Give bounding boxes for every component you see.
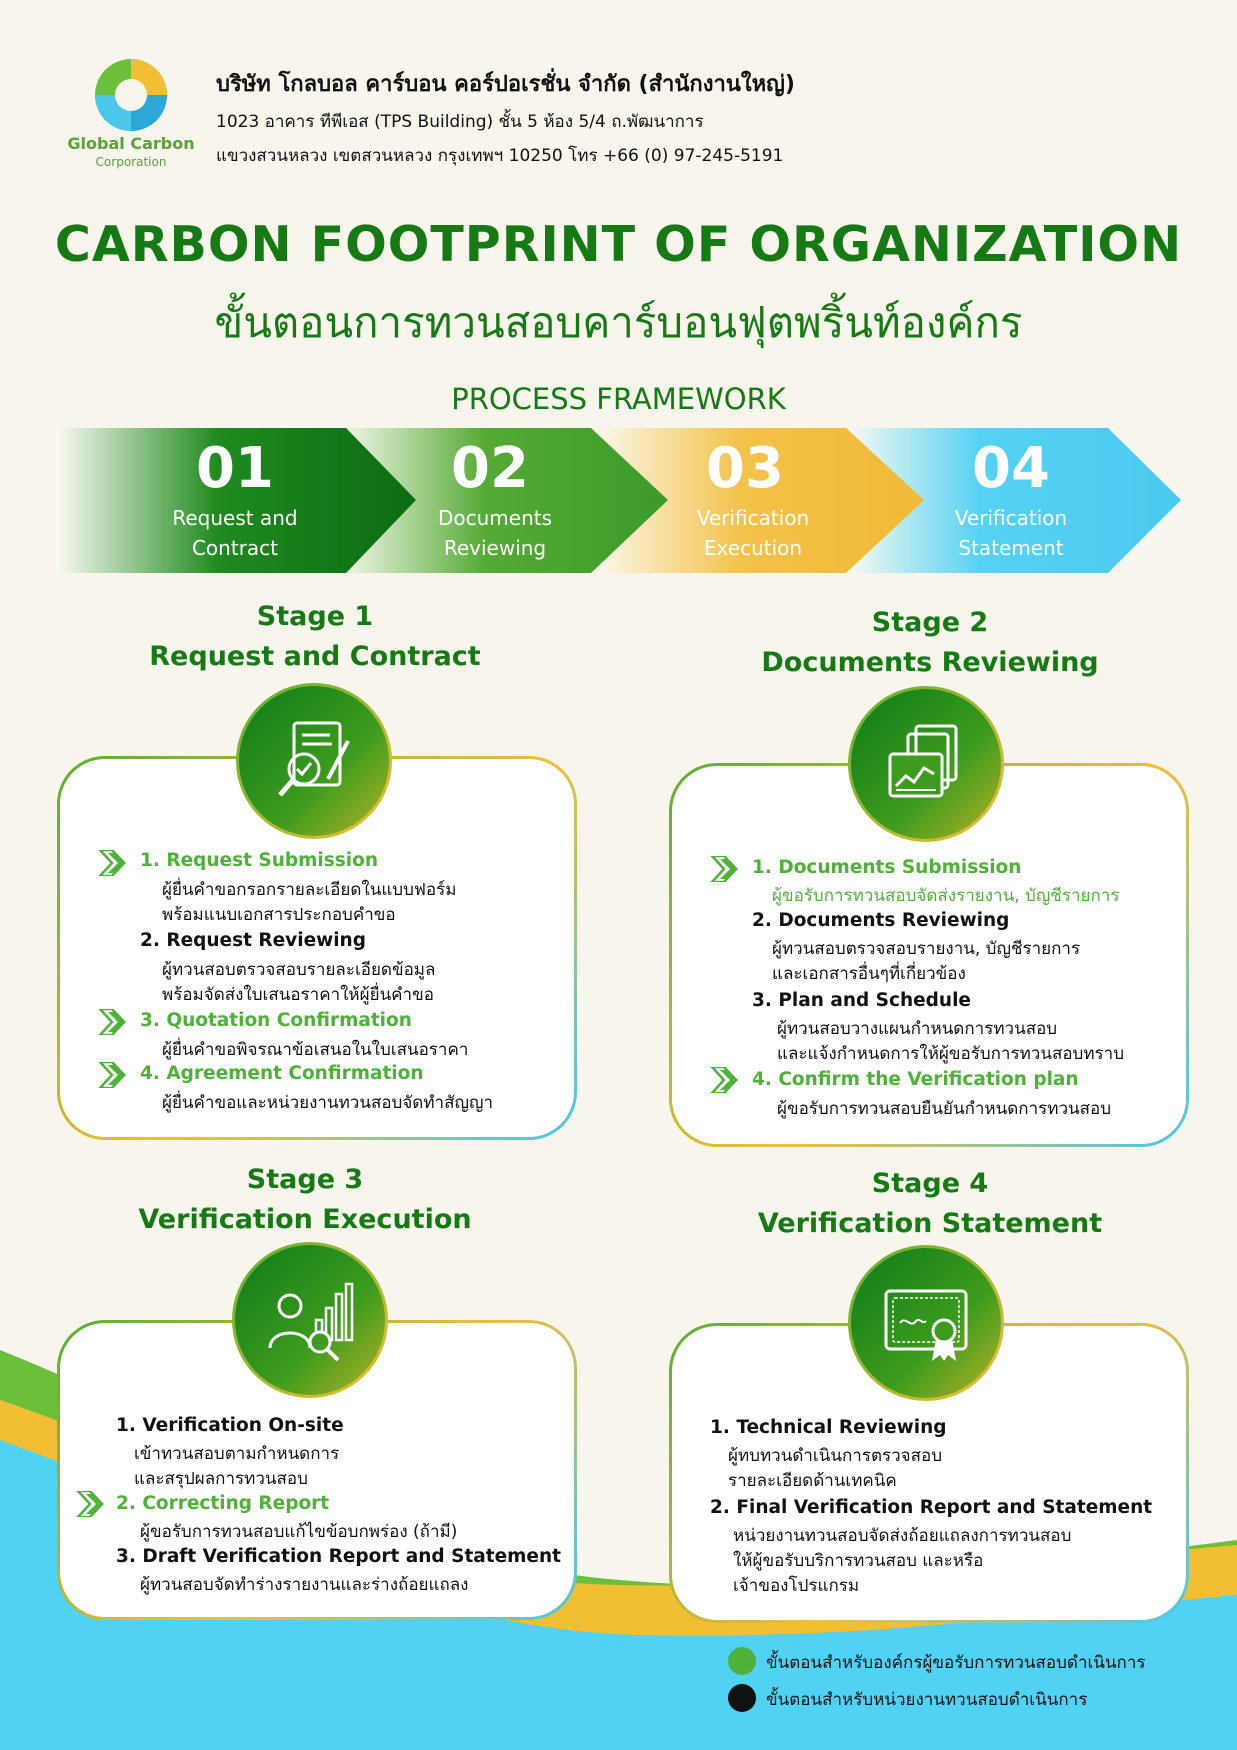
legend-client-label: ขั้นตอนสำหรับองค์กรผู้ขอรับการทวนสอบดำเนินการ <box>766 1653 1146 1673</box>
arrow-4-number: 04 <box>972 436 1050 501</box>
stage-3-item-1-title: 1. Verification On-site <box>116 1415 344 1436</box>
client-step-chevron-icon <box>98 1009 132 1035</box>
page-title: CARBON FOOTPRINT OF ORGANIZATION <box>54 216 1183 273</box>
stage-4-item-2-desc-1: หน่วยงานทวนสอบจัดส่งถ้อยแถลงการทวนสอบ <box>733 1526 1072 1546</box>
stage-2-item-2-desc-1: ผู้ทวนสอบตรวจสอบรายงาน, บัญชีรายการ <box>772 939 1081 959</box>
address-line-2: แขวงสวนหลวง เขตสวนหลวง กรุงเทพฯ 10250 โทร +66 (0) 97-245-5191 <box>216 146 784 166</box>
arrow-4-label-line2: Statement <box>958 536 1064 560</box>
arrow-1-label-line2: Contract <box>191 536 279 560</box>
certificate-icon <box>876 1273 976 1373</box>
arrow-3-label-line1: Verification <box>696 506 810 530</box>
stage-4-item-2-title: 2. Final Verification Report and Statement <box>710 1497 1153 1518</box>
client-step-chevron-icon <box>98 850 132 876</box>
client-step-chevron-icon <box>76 1491 110 1517</box>
legend-client-dot <box>728 1647 756 1675</box>
stage-3-number: Stage 3 <box>246 1164 364 1195</box>
arrow-4-label-line1: Verification <box>954 506 1068 530</box>
stage-3-item-3-desc-1: ผู้ทวนสอบจัดทำร่างรายงานและร่างถ้อยแถลง <box>140 1575 469 1595</box>
stage-2-item-4-desc-1: ผู้ขอรับการทวนสอบยืนยันกำหนดการทวนสอบ <box>777 1099 1112 1119</box>
stage-2-item-3-desc-1: ผู้ทวนสอบวางแผนกำหนดการทวนสอบ <box>777 1019 1058 1039</box>
stage-4-name: Verification Statement <box>757 1208 1103 1239</box>
stage-1-item-2-desc-2: พร้อมจัดส่งใบเสนอราคาให้ผู้ยื่นคำขอ <box>162 985 434 1005</box>
arrow-2-label-line2: Reviewing <box>443 536 547 560</box>
stage-4-icon-circle <box>848 1245 1004 1401</box>
framework-label: PROCESS FRAMEWORK <box>451 382 786 416</box>
stage-4-number: Stage 4 <box>871 1168 989 1199</box>
stage-4-title <box>720 1164 1140 1244</box>
legend-verifier-label: ขั้นตอนสำหรับหน่วยงานทวนสอบดำเนินการ <box>766 1690 1088 1710</box>
stage-3-item-2-title: 2. Correcting Report <box>116 1493 330 1514</box>
stage-1-item-4-title: 4. Agreement Confirmation <box>140 1063 424 1084</box>
stage-1-title <box>110 597 520 677</box>
stage-3-item-2-desc-1: ผู้ขอรับการทวนสอบแก้ไขข้อบกพร่อง (ถ้ามี) <box>140 1522 458 1542</box>
company-name: บริษัท โกลบอล คาร์บอน คอร์ปอเรชั่น จำกัด (สำนักงานใหญ่) <box>216 72 795 97</box>
stage-1-name: Request and Contract <box>149 641 481 672</box>
arrow-1-number: 01 <box>196 436 274 501</box>
stage-4-item-1-title: 1. Technical Reviewing <box>710 1417 947 1438</box>
stage-3-icon-circle <box>232 1242 388 1398</box>
logo-name: Global Carbon <box>67 134 195 153</box>
document-search-icon <box>264 711 364 811</box>
stage-2-name: Documents Reviewing <box>761 647 1099 678</box>
stage-4-item-2-desc-3: เจ้าของโปรแกรม <box>733 1576 860 1596</box>
stage-2-item-3-title: 3. Plan and Schedule <box>752 990 971 1011</box>
stage-1-item-1-desc-1: ผู้ยื่นคำขอกรอกรายละเอียดในแบบฟอร์ม <box>162 880 457 900</box>
client-step-chevron-icon <box>710 1067 744 1093</box>
stage-4-item-2-desc-2: ให้ผู้ขอรับบริการทวนสอบ และหรือ <box>733 1551 984 1571</box>
stage-1-item-1-desc-2: พร้อมแนบเอกสารประกอบคำขอ <box>162 905 396 925</box>
stage-3-name: Verification Execution <box>138 1204 472 1235</box>
stage-2-item-2-desc-2: และเอกสารอื่นๆที่เกี่ยวข้อง <box>772 964 966 984</box>
stage-2-icon-circle <box>848 686 1004 842</box>
arrow-2-label-line1: Documents <box>437 506 553 530</box>
stage-2-item-1-desc-1: ผู้ขอรับการทวนสอบจัดส่งรายงาน, บัญชีรายการ <box>772 886 1120 906</box>
stage-4-item-1-desc-2: รายละเอียดด้านเทคนิค <box>728 1471 897 1491</box>
documents-chart-icon <box>876 714 976 814</box>
address-line-1: 1023 อาคาร ทีพีเอส (TPS Building) ชั้น 5 ห้อง 5/4 ถ.พัฒนาการ <box>216 112 704 132</box>
stage-1-item-4-desc-1: ผู้ยื่นคำขอและหน่วยงานทวนสอบจัดทำสัญญา <box>162 1093 493 1113</box>
stage-3-title <box>100 1160 510 1240</box>
page-subtitle-thai: ขั้นตอนการทวนสอบคาร์บอนฟุตพริ้นท์องค์กร <box>214 298 1023 347</box>
arrow-3-number: 03 <box>706 436 784 501</box>
arrow-1-label-line1: Request and <box>172 506 298 530</box>
stage-1-number: Stage 1 <box>256 601 374 632</box>
stage-3-item-1-desc-2: และสรุปผลการทวนสอบ <box>134 1469 308 1489</box>
stage-2-item-3-desc-2: และแจ้งกำหนดการให้ผู้ขอรับการทวนสอบทราบ <box>777 1044 1125 1064</box>
stage-1-item-2-title: 2. Request Reviewing <box>140 930 366 951</box>
stage-1-item-3-title: 3. Quotation Confirmation <box>140 1010 412 1031</box>
client-step-chevron-icon <box>98 1062 132 1088</box>
legend-verifier-dot <box>728 1684 756 1712</box>
stage-1-item-1-title: 1. Request Submission <box>140 850 378 871</box>
auditor-analytics-icon <box>260 1270 360 1370</box>
arrow-3-label-line2: Execution <box>703 536 803 560</box>
stage-2-item-4-title: 4. Confirm the Verification plan <box>752 1069 1079 1090</box>
client-step-chevron-icon <box>710 856 744 882</box>
stage-3-item-3-title: 3. Draft Verification Report and Statement <box>116 1546 561 1567</box>
stage-2-title <box>720 603 1140 683</box>
stage-1-item-3-desc-1: ผู้ยื่นคำขอพิจรณาข้อเสนอในใบเสนอราคา <box>162 1040 469 1060</box>
stage-2-item-1-title: 1. Documents Submission <box>752 857 1022 878</box>
stage-2-number: Stage 2 <box>871 607 989 638</box>
stage-2-item-2-title: 2. Documents Reviewing <box>752 910 1010 931</box>
stage-1-icon-circle <box>236 683 392 839</box>
stage-3-item-1-desc-1: เข้าทวนสอบตามกำหนดการ <box>134 1444 340 1464</box>
stage-4-item-1-desc-1: ผู้ทบทวนดำเนินการตรวจสอบ <box>728 1446 942 1466</box>
stage-1-item-2-desc-1: ผู้ทวนสอบตรวจสอบรายละเอียดข้อมูล <box>162 960 436 980</box>
arrow-2-number: 02 <box>451 436 529 501</box>
logo-subtitle: Corporation <box>95 155 167 169</box>
